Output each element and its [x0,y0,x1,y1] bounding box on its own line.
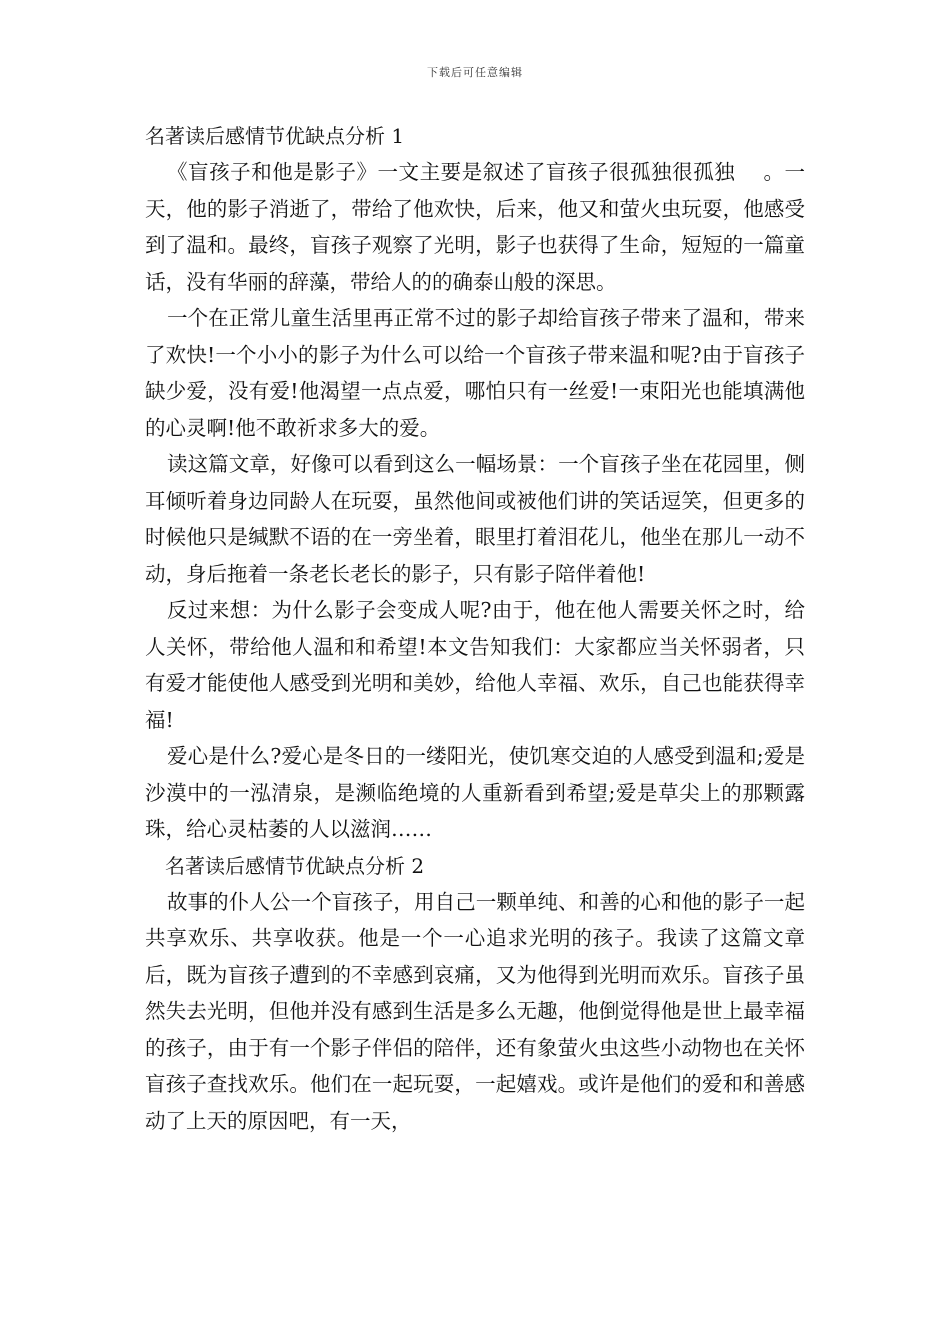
document-body [145,118,805,1139]
section-1-paragraph-1: 《盲孩子和他是影子》一文主要是叙述了盲孩子很孤独很孤独 。一天，他的影子消逝了，带给了他欢快，后来，他又和萤火虫玩耍，他感受到了温和。最终，盲孩子观察了光明，影子也获得了生命，短短的一篇童话，没有华丽的辞藻，带给人的的确泰山般的深思。 [145,160,805,294]
section-1-paragraph-4: 反过来想：为什么影子会变成人呢?由于，他在他人需要关怀之时，给人关怀，带给他人温和和希望!本文告知我们：大家都应当关怀弱者，只有爱才能使他人感受到光明和美妙，给他人幸福、欢乐，自己也能获得幸福! [145,598,805,732]
section-1-title: 名著读后感情节优缺点分析 1 [145,124,405,148]
section-2-title: 名著读后感情节优缺点分析 2 [165,853,425,878]
section-2-paragraph-1: 故事的仆人公一个盲孩子，用自己一颗单纯、和善的心和他的影子一起共享欢乐、共享收获。他是一个一心追求光明的孩子。我读了这篇文章后，既为盲孩子遭到的不幸感到哀痛，又为他得到光明而欢乐。盲孩子虽然失去光明，但他并没有感到生活是多么无趣，他倒觉得他是世上最幸福的孩子，由于有一个影子伴侣的陪伴，还有象萤火虫这些小动物也在关怀盲孩子查找欢乐。他们在一起玩耍，一起嬉戏。或许是他们的爱和和善感动了上天的原因吧，有一天， [145,889,805,1133]
page-header-note: 下载后可任意编辑 [427,66,523,79]
section-1-paragraph-3: 读这篇文章，好像可以看到这么一幅场景：一个盲孩子坐在花园里，侧耳倾听着身边同龄人在玩耍，虽然他间或被他们讲的笑话逗笑，但更多的时候他只是缄默不语的在一旁坐着，眼里打着泪花儿，他坐在那儿一动不动，身后拖着一条老长老长的影子，只有影子陪伴着他! [145,452,805,586]
section-1-paragraph-2: 一个在正常儿童生活里再正常不过的影子却给盲孩子带来了温和，带来了欢快!一个小小的影子为什么可以给一个盲孩子带来温和呢?由于盲孩子缺少爱，没有爱!他渴望一点点爱，哪怕只有一丝爱!一束阳光也能填满他的心灵啊!他不敢祈求多大的爱。 [145,306,805,440]
section-1-paragraph-5: 爱心是什么?爱心是冬日的一缕阳光，使饥寒交迫的人感受到温和;爱是沙漠中的一泓清泉，是濒临绝境的人重新看到希望;爱是草尖上的那颗露珠，给心灵枯萎的人以滋润…… [145,744,805,841]
